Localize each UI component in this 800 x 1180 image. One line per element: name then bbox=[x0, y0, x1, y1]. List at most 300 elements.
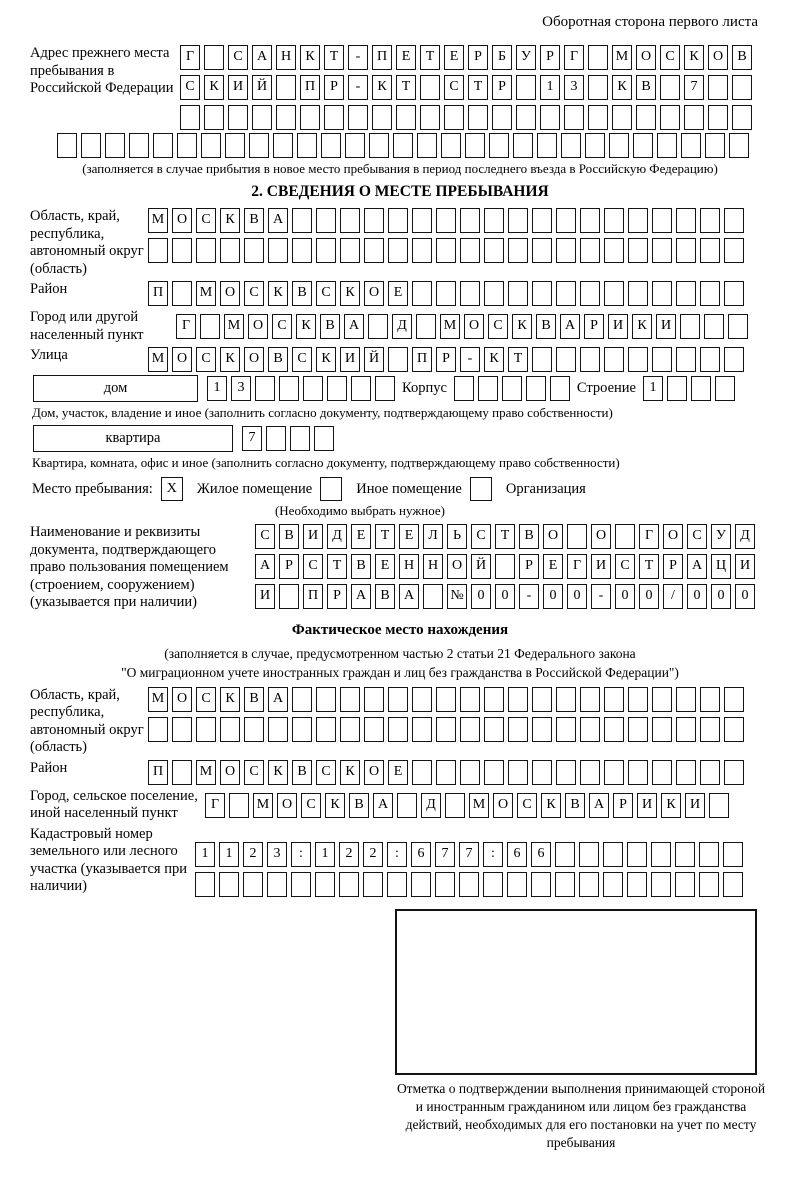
char-cell[interactable]: 0 bbox=[735, 584, 755, 609]
char-cell[interactable]: В bbox=[292, 281, 312, 306]
char-cell[interactable] bbox=[388, 238, 408, 263]
char-cell[interactable]: О bbox=[172, 347, 192, 372]
char-cell[interactable] bbox=[195, 872, 215, 897]
char-cell[interactable] bbox=[636, 105, 656, 130]
char-cell[interactable] bbox=[339, 872, 359, 897]
char-cell[interactable]: О bbox=[447, 554, 467, 579]
char-cell[interactable]: Е bbox=[444, 45, 464, 70]
char-cell[interactable] bbox=[229, 793, 249, 818]
char-cell[interactable] bbox=[105, 133, 125, 158]
char-cell[interactable]: П bbox=[372, 45, 392, 70]
char-cell[interactable] bbox=[340, 208, 360, 233]
char-cell[interactable] bbox=[420, 75, 440, 100]
char-cell[interactable]: Г bbox=[639, 524, 659, 549]
char-cell[interactable] bbox=[200, 314, 220, 339]
char-cell[interactable]: С bbox=[471, 524, 491, 549]
char-cell[interactable] bbox=[279, 376, 299, 401]
char-cell[interactable]: Ц bbox=[711, 554, 731, 579]
char-cell[interactable] bbox=[532, 717, 552, 742]
char-cell[interactable]: Т bbox=[508, 347, 528, 372]
char-cell[interactable] bbox=[508, 717, 528, 742]
char-cell[interactable] bbox=[676, 687, 696, 712]
char-cell[interactable] bbox=[316, 208, 336, 233]
char-cell[interactable] bbox=[700, 208, 720, 233]
char-cell[interactable]: 7 bbox=[459, 842, 479, 867]
char-cell[interactable]: / bbox=[663, 584, 683, 609]
char-cell[interactable]: А bbox=[252, 45, 272, 70]
char-cell[interactable] bbox=[252, 105, 272, 130]
char-cell[interactable] bbox=[340, 238, 360, 263]
char-cell[interactable] bbox=[628, 717, 648, 742]
char-cell[interactable]: С bbox=[301, 793, 321, 818]
char-cell[interactable]: : bbox=[291, 842, 311, 867]
char-cell[interactable] bbox=[700, 238, 720, 263]
char-cell[interactable]: И bbox=[608, 314, 628, 339]
char-cell[interactable] bbox=[255, 376, 275, 401]
char-cell[interactable]: Р bbox=[327, 584, 347, 609]
char-cell[interactable] bbox=[290, 426, 310, 451]
char-cell[interactable]: М bbox=[224, 314, 244, 339]
char-cell[interactable] bbox=[604, 687, 624, 712]
char-cell[interactable] bbox=[603, 872, 623, 897]
char-cell[interactable]: К bbox=[300, 45, 320, 70]
char-cell[interactable] bbox=[723, 842, 743, 867]
char-cell[interactable] bbox=[172, 717, 192, 742]
char-cell[interactable]: Р bbox=[519, 554, 539, 579]
char-cell[interactable] bbox=[460, 717, 480, 742]
char-cell[interactable] bbox=[364, 717, 384, 742]
char-cell[interactable] bbox=[364, 208, 384, 233]
char-cell[interactable] bbox=[441, 133, 461, 158]
char-cell[interactable] bbox=[667, 376, 687, 401]
char-cell[interactable]: Д bbox=[327, 524, 347, 549]
char-cell[interactable] bbox=[327, 376, 347, 401]
char-cell[interactable] bbox=[588, 75, 608, 100]
char-cell[interactable]: В bbox=[349, 793, 369, 818]
char-cell[interactable]: К bbox=[372, 75, 392, 100]
char-cell[interactable]: Т bbox=[468, 75, 488, 100]
char-cell[interactable]: И bbox=[340, 347, 360, 372]
char-cell[interactable] bbox=[495, 554, 515, 579]
char-cell[interactable]: С bbox=[244, 760, 264, 785]
char-cell[interactable]: О bbox=[244, 347, 264, 372]
char-cell[interactable] bbox=[204, 45, 224, 70]
char-cell[interactable] bbox=[412, 687, 432, 712]
char-cell[interactable] bbox=[532, 687, 552, 712]
char-cell[interactable] bbox=[708, 105, 728, 130]
char-cell[interactable] bbox=[508, 281, 528, 306]
char-cell[interactable] bbox=[651, 872, 671, 897]
char-cell[interactable] bbox=[483, 872, 503, 897]
char-cell[interactable] bbox=[436, 687, 456, 712]
char-cell[interactable]: Л bbox=[423, 524, 443, 549]
char-cell[interactable]: О bbox=[591, 524, 611, 549]
char-cell[interactable]: В bbox=[279, 524, 299, 549]
char-cell[interactable] bbox=[681, 133, 701, 158]
char-cell[interactable] bbox=[724, 760, 744, 785]
char-cell[interactable] bbox=[369, 133, 389, 158]
char-cell[interactable]: 1 bbox=[219, 842, 239, 867]
char-cell[interactable] bbox=[81, 133, 101, 158]
char-cell[interactable] bbox=[396, 105, 416, 130]
char-cell[interactable] bbox=[177, 133, 197, 158]
char-cell[interactable]: Г bbox=[180, 45, 200, 70]
char-cell[interactable] bbox=[652, 687, 672, 712]
char-cell[interactable]: 7 bbox=[242, 426, 262, 451]
char-cell[interactable] bbox=[532, 760, 552, 785]
char-cell[interactable] bbox=[633, 133, 653, 158]
char-cell[interactable]: 3 bbox=[267, 842, 287, 867]
char-cell[interactable]: 0 bbox=[471, 584, 491, 609]
char-cell[interactable] bbox=[700, 347, 720, 372]
char-cell[interactable] bbox=[324, 105, 344, 130]
char-cell[interactable]: В bbox=[268, 347, 288, 372]
char-cell[interactable] bbox=[723, 872, 743, 897]
char-cell[interactable] bbox=[652, 347, 672, 372]
char-cell[interactable] bbox=[470, 477, 492, 501]
char-cell[interactable] bbox=[676, 238, 696, 263]
char-cell[interactable]: М bbox=[196, 281, 216, 306]
char-cell[interactable]: И bbox=[303, 524, 323, 549]
char-cell[interactable] bbox=[196, 717, 216, 742]
char-cell[interactable]: У bbox=[711, 524, 731, 549]
char-cell[interactable]: А bbox=[344, 314, 364, 339]
char-cell[interactable] bbox=[676, 760, 696, 785]
char-cell[interactable] bbox=[556, 281, 576, 306]
char-cell[interactable]: 1 bbox=[315, 842, 335, 867]
char-cell[interactable]: 6 bbox=[507, 842, 527, 867]
char-cell[interactable] bbox=[699, 842, 719, 867]
char-cell[interactable] bbox=[220, 238, 240, 263]
checkbox-residential[interactable] bbox=[161, 477, 183, 501]
char-cell[interactable] bbox=[484, 760, 504, 785]
char-cell[interactable]: В bbox=[292, 760, 312, 785]
char-cell[interactable]: 0 bbox=[639, 584, 659, 609]
char-cell[interactable]: И bbox=[591, 554, 611, 579]
char-cell[interactable] bbox=[364, 687, 384, 712]
char-cell[interactable]: Ь bbox=[447, 524, 467, 549]
char-cell[interactable] bbox=[508, 238, 528, 263]
char-cell[interactable]: П bbox=[148, 281, 168, 306]
char-cell[interactable]: М bbox=[469, 793, 489, 818]
char-cell[interactable] bbox=[351, 376, 371, 401]
char-cell[interactable] bbox=[364, 238, 384, 263]
char-cell[interactable] bbox=[561, 133, 581, 158]
char-cell[interactable] bbox=[556, 687, 576, 712]
char-cell[interactable]: Р bbox=[584, 314, 604, 339]
char-cell[interactable] bbox=[388, 347, 408, 372]
char-cell[interactable] bbox=[507, 872, 527, 897]
char-cell[interactable]: О bbox=[543, 524, 563, 549]
char-cell[interactable]: 0 bbox=[615, 584, 635, 609]
char-cell[interactable] bbox=[220, 717, 240, 742]
char-cell[interactable] bbox=[314, 426, 334, 451]
char-cell[interactable] bbox=[412, 238, 432, 263]
char-cell[interactable] bbox=[201, 133, 221, 158]
char-cell[interactable] bbox=[556, 208, 576, 233]
char-cell[interactable] bbox=[652, 238, 672, 263]
char-cell[interactable] bbox=[556, 238, 576, 263]
char-cell[interactable]: Е bbox=[396, 45, 416, 70]
char-cell[interactable] bbox=[732, 75, 752, 100]
char-cell[interactable]: М bbox=[612, 45, 632, 70]
char-cell[interactable]: 6 bbox=[531, 842, 551, 867]
char-cell[interactable]: С bbox=[196, 347, 216, 372]
char-cell[interactable] bbox=[484, 281, 504, 306]
char-cell[interactable]: 0 bbox=[495, 584, 515, 609]
char-cell[interactable] bbox=[268, 717, 288, 742]
char-cell[interactable]: Р bbox=[492, 75, 512, 100]
char-cell[interactable] bbox=[465, 133, 485, 158]
char-cell[interactable] bbox=[196, 238, 216, 263]
char-cell[interactable] bbox=[700, 281, 720, 306]
char-cell[interactable]: 2 bbox=[363, 842, 383, 867]
char-cell[interactable] bbox=[652, 760, 672, 785]
char-cell[interactable]: Е bbox=[375, 554, 395, 579]
char-cell[interactable] bbox=[508, 760, 528, 785]
char-cell[interactable] bbox=[588, 45, 608, 70]
char-cell[interactable]: С bbox=[615, 554, 635, 579]
char-cell[interactable]: В bbox=[732, 45, 752, 70]
char-cell[interactable] bbox=[628, 208, 648, 233]
char-cell[interactable] bbox=[627, 872, 647, 897]
char-cell[interactable] bbox=[478, 376, 498, 401]
char-cell[interactable]: К bbox=[340, 760, 360, 785]
char-cell[interactable] bbox=[454, 376, 474, 401]
char-cell[interactable]: А bbox=[351, 584, 371, 609]
char-cell[interactable]: А bbox=[560, 314, 580, 339]
char-cell[interactable]: - bbox=[348, 45, 368, 70]
char-cell[interactable]: К bbox=[340, 281, 360, 306]
char-cell[interactable]: В bbox=[244, 208, 264, 233]
char-cell[interactable] bbox=[460, 760, 480, 785]
char-cell[interactable] bbox=[387, 872, 407, 897]
char-cell[interactable]: К bbox=[325, 793, 345, 818]
char-cell[interactable]: Р bbox=[324, 75, 344, 100]
char-cell[interactable]: Н bbox=[399, 554, 419, 579]
char-cell[interactable] bbox=[484, 208, 504, 233]
char-cell[interactable]: Г bbox=[567, 554, 587, 579]
char-cell[interactable] bbox=[556, 760, 576, 785]
char-cell[interactable]: А bbox=[589, 793, 609, 818]
char-cell[interactable]: Д bbox=[421, 793, 441, 818]
char-cell[interactable]: К bbox=[612, 75, 632, 100]
char-cell[interactable]: К bbox=[220, 208, 240, 233]
char-cell[interactable] bbox=[579, 872, 599, 897]
char-cell[interactable] bbox=[532, 347, 552, 372]
char-cell[interactable] bbox=[436, 281, 456, 306]
char-cell[interactable]: О bbox=[663, 524, 683, 549]
char-cell[interactable] bbox=[172, 760, 192, 785]
char-cell[interactable]: : bbox=[387, 842, 407, 867]
char-cell[interactable] bbox=[267, 872, 287, 897]
char-cell[interactable] bbox=[436, 717, 456, 742]
char-cell[interactable] bbox=[724, 281, 744, 306]
char-cell[interactable]: О bbox=[364, 281, 384, 306]
char-cell[interactable]: И bbox=[637, 793, 657, 818]
char-cell[interactable]: Е bbox=[543, 554, 563, 579]
char-cell[interactable]: Т bbox=[495, 524, 515, 549]
char-cell[interactable]: С bbox=[687, 524, 707, 549]
char-cell[interactable]: М bbox=[148, 208, 168, 233]
char-cell[interactable]: С bbox=[228, 45, 248, 70]
char-cell[interactable]: Г bbox=[205, 793, 225, 818]
char-cell[interactable]: Б bbox=[492, 45, 512, 70]
char-cell[interactable]: 1 bbox=[540, 75, 560, 100]
char-cell[interactable]: О bbox=[364, 760, 384, 785]
char-cell[interactable] bbox=[628, 238, 648, 263]
char-cell[interactable]: К bbox=[541, 793, 561, 818]
char-cell[interactable]: А bbox=[268, 208, 288, 233]
char-cell[interactable]: С bbox=[444, 75, 464, 100]
char-cell[interactable] bbox=[555, 842, 575, 867]
char-cell[interactable]: И bbox=[735, 554, 755, 579]
char-cell[interactable]: Р bbox=[613, 793, 633, 818]
char-cell[interactable] bbox=[580, 208, 600, 233]
char-cell[interactable] bbox=[508, 208, 528, 233]
char-cell[interactable] bbox=[420, 105, 440, 130]
char-cell[interactable] bbox=[676, 347, 696, 372]
char-cell[interactable]: 0 bbox=[543, 584, 563, 609]
char-cell[interactable] bbox=[724, 238, 744, 263]
char-cell[interactable] bbox=[700, 687, 720, 712]
char-cell[interactable] bbox=[585, 133, 605, 158]
char-cell[interactable] bbox=[148, 238, 168, 263]
char-cell[interactable]: С bbox=[316, 281, 336, 306]
char-cell[interactable]: С bbox=[180, 75, 200, 100]
char-cell[interactable]: М bbox=[148, 347, 168, 372]
char-cell[interactable]: Д bbox=[735, 524, 755, 549]
char-cell[interactable] bbox=[292, 687, 312, 712]
char-cell[interactable]: Т bbox=[396, 75, 416, 100]
char-cell[interactable]: 3 bbox=[564, 75, 584, 100]
char-cell[interactable]: В bbox=[565, 793, 585, 818]
char-cell[interactable] bbox=[484, 717, 504, 742]
char-cell[interactable] bbox=[435, 872, 455, 897]
char-cell[interactable] bbox=[708, 75, 728, 100]
char-cell[interactable]: : bbox=[483, 842, 503, 867]
char-cell[interactable] bbox=[292, 208, 312, 233]
char-cell[interactable] bbox=[244, 717, 264, 742]
char-cell[interactable] bbox=[291, 872, 311, 897]
char-cell[interactable] bbox=[724, 208, 744, 233]
char-cell[interactable] bbox=[709, 793, 729, 818]
char-cell[interactable] bbox=[604, 208, 624, 233]
char-cell[interactable]: - bbox=[519, 584, 539, 609]
char-cell[interactable]: С bbox=[196, 208, 216, 233]
char-cell[interactable]: В bbox=[351, 554, 371, 579]
char-cell[interactable] bbox=[556, 717, 576, 742]
char-cell[interactable] bbox=[604, 238, 624, 263]
char-cell[interactable]: А bbox=[255, 554, 275, 579]
char-cell[interactable] bbox=[628, 281, 648, 306]
char-cell[interactable] bbox=[675, 872, 695, 897]
char-cell[interactable] bbox=[375, 376, 395, 401]
char-cell[interactable]: К bbox=[484, 347, 504, 372]
char-cell[interactable] bbox=[603, 842, 623, 867]
char-cell[interactable] bbox=[609, 133, 629, 158]
char-cell[interactable] bbox=[340, 687, 360, 712]
char-cell[interactable]: 0 bbox=[687, 584, 707, 609]
char-cell[interactable] bbox=[532, 281, 552, 306]
char-cell[interactable]: 6 bbox=[411, 842, 431, 867]
char-cell[interactable]: К bbox=[512, 314, 532, 339]
char-cell[interactable]: 2 bbox=[243, 842, 263, 867]
char-cell[interactable] bbox=[724, 347, 744, 372]
char-cell[interactable] bbox=[243, 872, 263, 897]
char-cell[interactable]: - bbox=[348, 75, 368, 100]
char-cell[interactable] bbox=[652, 717, 672, 742]
char-cell[interactable]: О bbox=[220, 760, 240, 785]
char-cell[interactable] bbox=[204, 105, 224, 130]
char-cell[interactable] bbox=[348, 105, 368, 130]
char-cell[interactable] bbox=[368, 314, 388, 339]
char-cell[interactable]: В bbox=[375, 584, 395, 609]
char-cell[interactable]: О bbox=[248, 314, 268, 339]
char-cell[interactable] bbox=[460, 208, 480, 233]
char-cell[interactable]: С bbox=[272, 314, 292, 339]
char-cell[interactable] bbox=[153, 133, 173, 158]
char-cell[interactable] bbox=[715, 376, 735, 401]
char-cell[interactable]: Н bbox=[276, 45, 296, 70]
char-cell[interactable] bbox=[556, 347, 576, 372]
char-cell[interactable]: И bbox=[656, 314, 676, 339]
char-cell[interactable] bbox=[244, 238, 264, 263]
char-cell[interactable] bbox=[316, 238, 336, 263]
char-cell[interactable]: О bbox=[220, 281, 240, 306]
char-cell[interactable] bbox=[652, 208, 672, 233]
char-cell[interactable] bbox=[676, 717, 696, 742]
char-cell[interactable] bbox=[684, 105, 704, 130]
char-cell[interactable]: В bbox=[519, 524, 539, 549]
char-cell[interactable]: В bbox=[536, 314, 556, 339]
char-cell[interactable] bbox=[550, 376, 570, 401]
char-cell[interactable] bbox=[320, 477, 342, 501]
char-cell[interactable]: А bbox=[399, 584, 419, 609]
char-cell[interactable]: И bbox=[685, 793, 705, 818]
char-cell[interactable]: В bbox=[636, 75, 656, 100]
char-cell[interactable]: С bbox=[196, 687, 216, 712]
char-cell[interactable]: С bbox=[303, 554, 323, 579]
char-cell[interactable] bbox=[580, 717, 600, 742]
char-cell[interactable] bbox=[148, 717, 168, 742]
char-cell[interactable]: О bbox=[493, 793, 513, 818]
char-cell[interactable] bbox=[652, 281, 672, 306]
char-cell[interactable]: О bbox=[464, 314, 484, 339]
char-cell[interactable]: О bbox=[277, 793, 297, 818]
char-cell[interactable] bbox=[468, 105, 488, 130]
char-cell[interactable] bbox=[423, 584, 443, 609]
char-cell[interactable] bbox=[724, 717, 744, 742]
char-cell[interactable]: К bbox=[204, 75, 224, 100]
char-cell[interactable]: О bbox=[708, 45, 728, 70]
char-cell[interactable] bbox=[532, 208, 552, 233]
char-cell[interactable] bbox=[660, 75, 680, 100]
char-cell[interactable] bbox=[628, 760, 648, 785]
char-cell[interactable]: С bbox=[292, 347, 312, 372]
char-cell[interactable] bbox=[492, 105, 512, 130]
char-cell[interactable]: В bbox=[244, 687, 264, 712]
char-cell[interactable]: К bbox=[316, 347, 336, 372]
char-cell[interactable] bbox=[436, 760, 456, 785]
char-cell[interactable]: К bbox=[632, 314, 652, 339]
char-cell[interactable] bbox=[393, 133, 413, 158]
char-cell[interactable]: М bbox=[253, 793, 273, 818]
char-cell[interactable] bbox=[580, 347, 600, 372]
char-cell[interactable] bbox=[628, 687, 648, 712]
char-cell[interactable] bbox=[691, 376, 711, 401]
char-cell[interactable]: Е bbox=[351, 524, 371, 549]
